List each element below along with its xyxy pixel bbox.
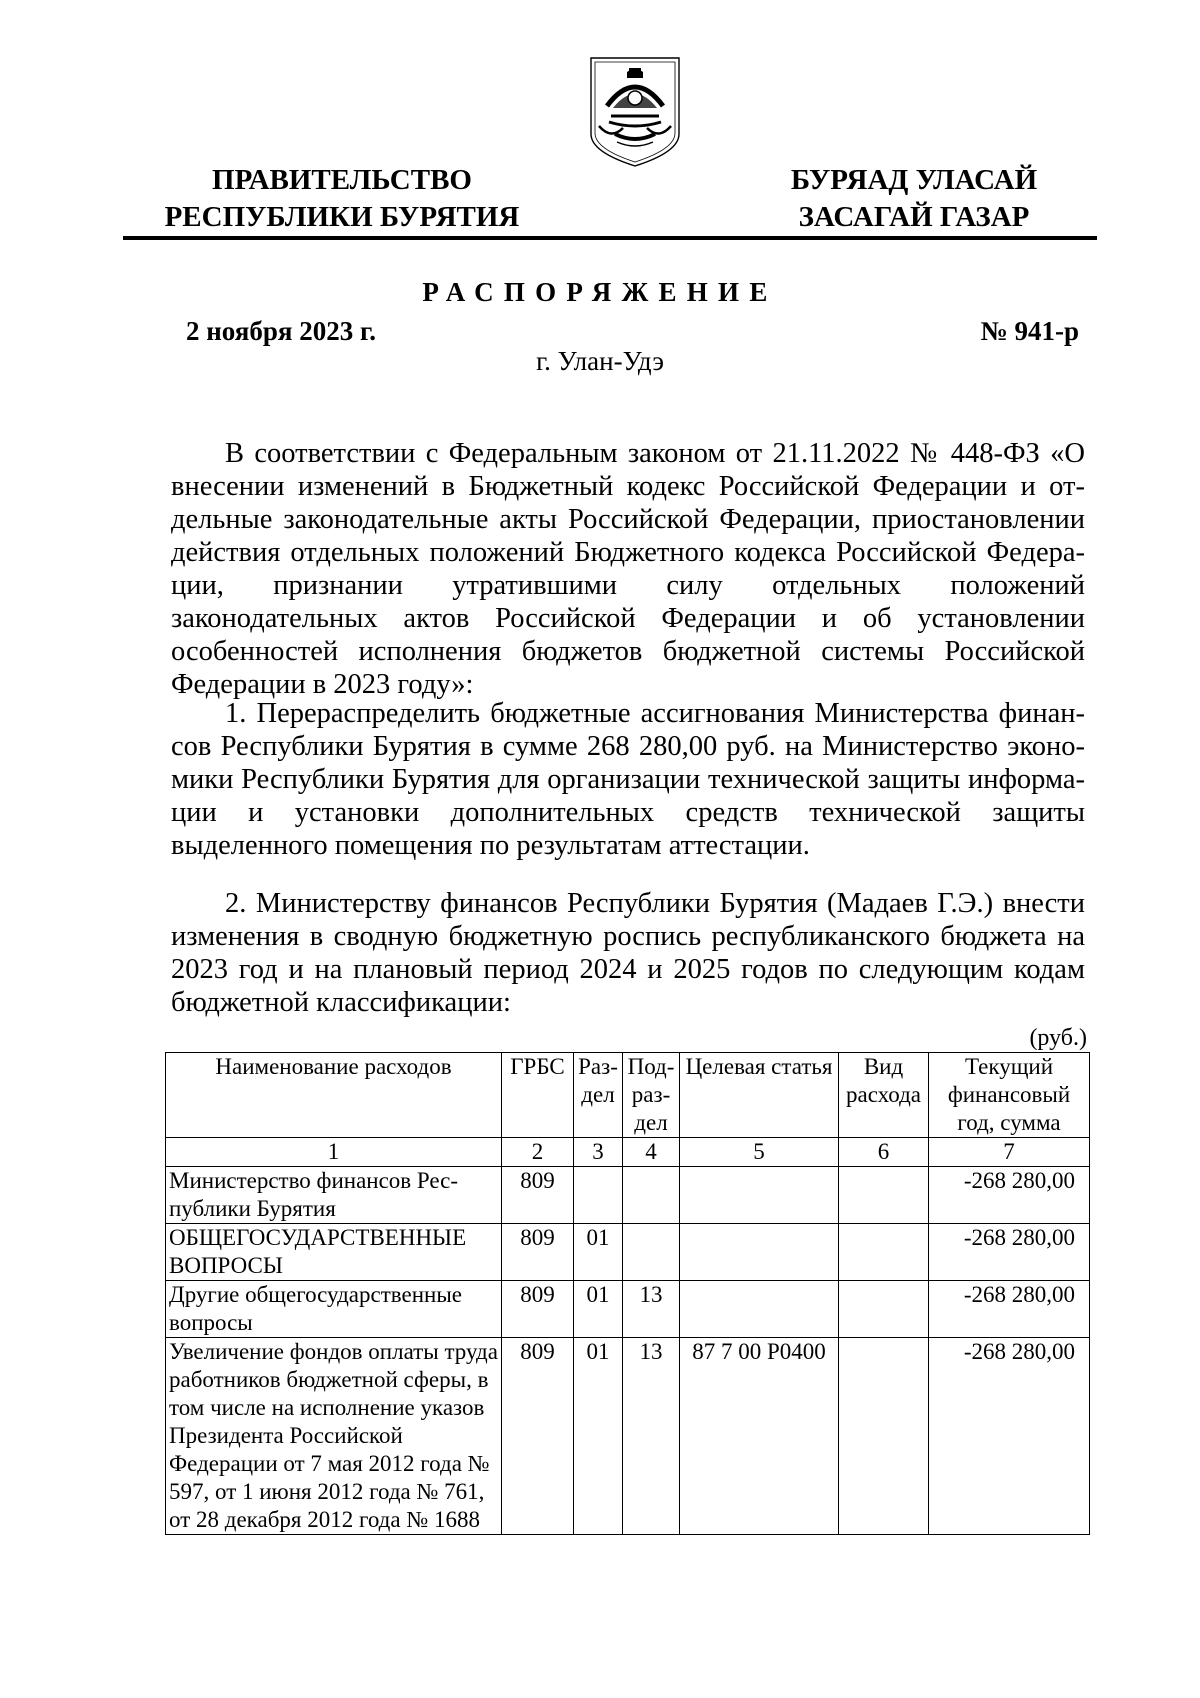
cell-expense-type bbox=[839, 1224, 929, 1281]
cell-grbs: 809 bbox=[502, 1281, 574, 1338]
document-type: РАСПОРЯЖЕНИЕ bbox=[422, 277, 778, 307]
budget-table bbox=[165, 1052, 1090, 1535]
cell-grbs: 809 bbox=[502, 1224, 574, 1281]
cell-section: 01 bbox=[574, 1281, 623, 1338]
coat-of-arms-icon bbox=[587, 54, 683, 168]
cell-name: Увеличение фондов оплаты труда работников бюджетной сферы, в том числе на исполнение указов Президента Российской Федерации от 7 мая 2012 года № 597, от 1 июня 2012 года № 761, от 28 декабря 2012 года № 1688 bbox=[166, 1338, 502, 1535]
header-left-line-2: РЕСПУБЛИКИ БУРЯТИЯ bbox=[164, 201, 520, 233]
paragraph-1: 1. Перераспределить бюджетные ассигнования Министерства финансов Республики Бурятия в сумме 268 280,00 руб. на Министерство экономики Республики Бурятия для организации технической защиты информации и установки дополнительных средств технической защиты выделенного помещения по результатам аттестации. bbox=[171, 698, 1085, 861]
cell-expense-type bbox=[839, 1338, 929, 1535]
header-left-line-1: ПРАВИТЕЛЬСТВО bbox=[212, 164, 472, 196]
cell-amount: -268 280,00 bbox=[929, 1224, 1090, 1281]
document-number: № 941-р bbox=[980, 316, 1079, 346]
header-divider bbox=[123, 236, 1097, 240]
column-number-row bbox=[166, 1138, 1090, 1167]
cell-grbs: 809 bbox=[502, 1338, 574, 1535]
header-cell: ГРБС bbox=[502, 1053, 574, 1138]
currency-unit: (руб.) bbox=[1029, 1025, 1087, 1051]
header-cell: Подраздел bbox=[623, 1053, 680, 1138]
cell-section bbox=[574, 1167, 623, 1224]
cell-expense-type bbox=[839, 1281, 929, 1338]
cell-amount: -268 280,00 bbox=[929, 1281, 1090, 1338]
column-number: 7 bbox=[929, 1138, 1090, 1167]
cell-grbs: 809 bbox=[502, 1167, 574, 1224]
cell-target-article bbox=[680, 1224, 839, 1281]
cell-target-article bbox=[680, 1167, 839, 1224]
preamble-paragraph: В соответствии с Федеральным законом от 21.11.2022 № 448-ФЗ «О внесении изменений в Бюджетный кодекс Российской Федерации и отдельные законодательные акты Российской Федерации, приостановлении действия отдельных положений Бюджетного кодекса Российской Федерации, признании утратившими силу отдельных положений законодательных актов Российской Федерации и об установлении особенностей исполнения бюджетов бюджетной системы Российской Федерации в 2023 году»: bbox=[171, 438, 1085, 700]
header-cell: Раздел bbox=[574, 1053, 623, 1138]
column-number: 1 bbox=[166, 1138, 502, 1167]
header-right-line-1: БУРЯАД УЛАСАЙ bbox=[790, 164, 1038, 196]
column-number: 3 bbox=[574, 1138, 623, 1167]
cell-target-article: 87 7 00 Р0400 bbox=[680, 1338, 839, 1535]
column-number: 6 bbox=[839, 1138, 929, 1167]
cell-name: ОБЩЕГОСУДАРСТВЕННЫЕ ВОПРОСЫ bbox=[166, 1224, 502, 1281]
cell-amount: -268 280,00 bbox=[929, 1167, 1090, 1224]
header-cell: Наименование расходов bbox=[166, 1053, 502, 1138]
header-cell: Текущий финансовый год, сумма bbox=[929, 1053, 1090, 1138]
header-left-title bbox=[152, 162, 532, 236]
cell-subsection: 13 bbox=[623, 1281, 680, 1338]
cell-name: Другие общегосударственные вопросы bbox=[166, 1281, 502, 1338]
cell-target-article bbox=[680, 1281, 839, 1338]
cell-name: Министерство финансов Республики Бурятия bbox=[166, 1167, 502, 1224]
column-number: 5 bbox=[680, 1138, 839, 1167]
table-row bbox=[166, 1281, 1090, 1338]
cell-expense-type bbox=[839, 1167, 929, 1224]
column-number: 2 bbox=[502, 1138, 574, 1167]
cell-section: 01 bbox=[574, 1338, 623, 1535]
header-right-line-2: ЗАСАГАЙ ГАЗАР bbox=[798, 201, 1030, 233]
paragraph-2: 2. Министерству финансов Республики Бурятия (Мадаев Г.Э.) внести изменения в сводную бюджетную роспись республиканского бюджета на 2023 год и на плановый период 2024 и 2025 годов по следующим кодам бюджетной классификации: bbox=[171, 888, 1085, 1018]
table-row bbox=[166, 1224, 1090, 1281]
table-header-row bbox=[166, 1053, 1090, 1138]
cell-section: 01 bbox=[574, 1224, 623, 1281]
table-row bbox=[166, 1338, 1090, 1535]
header-cell: Целевая статья bbox=[680, 1053, 839, 1138]
cell-subsection bbox=[623, 1224, 680, 1281]
header-right-title bbox=[766, 162, 1062, 236]
header-cell: Вид расхода bbox=[839, 1053, 929, 1138]
column-number: 4 bbox=[623, 1138, 680, 1167]
table-row bbox=[166, 1167, 1090, 1224]
document-city: г. Улан-Удэ bbox=[536, 346, 664, 376]
cell-amount: -268 280,00 bbox=[929, 1338, 1090, 1535]
cell-subsection bbox=[623, 1167, 680, 1224]
cell-subsection: 13 bbox=[623, 1338, 680, 1535]
document-date: 2 ноября 2023 г. bbox=[186, 316, 376, 346]
